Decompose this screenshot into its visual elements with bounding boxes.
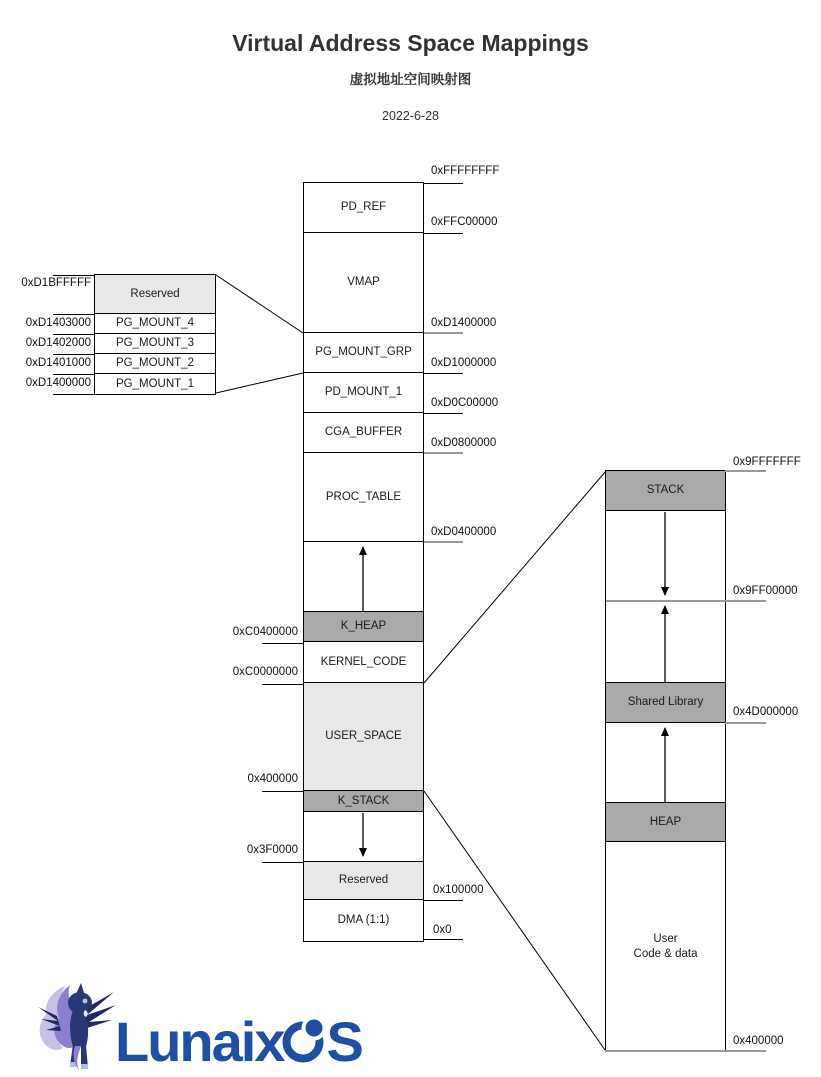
addr-0xd1402000: 0xD1402000 <box>25 337 91 349</box>
region-kernel-code <box>304 642 423 683</box>
lunaixos-logo <box>35 982 362 1073</box>
region-label: KERNEL_CODE <box>320 655 407 668</box>
k-stack-growth-region <box>304 812 423 862</box>
page-title: Virtual Address Space Mappings <box>232 30 589 56</box>
addr-0x400000-detail: 0x400000 <box>733 1035 784 1047</box>
addr-0xd1bfffff: 0xD1BFFFFF <box>21 277 91 289</box>
region-label: Reserved <box>338 874 389 887</box>
addr-0x9fffffff: 0x9FFFFFFF <box>733 456 801 468</box>
stack-growth-region <box>606 511 725 601</box>
luna-pony-mascot-icon <box>35 982 119 1070</box>
region-vmap <box>304 233 423 333</box>
addr-0xd0400000: 0xD0400000 <box>431 526 497 538</box>
addr-0x100000: 0x100000 <box>433 884 484 896</box>
region-pgmount-reserved <box>95 275 215 314</box>
region-label: PD_REF <box>340 201 387 214</box>
lunaixos-wordmark <box>115 1010 362 1073</box>
region-pg-mount-1 <box>95 374 215 394</box>
page-subtitle-chinese: 虚拟地址空间映射图 <box>349 72 472 87</box>
addr-0xd0800000: 0xD0800000 <box>431 437 497 449</box>
addr-0xc0000000: 0xC0000000 <box>232 666 298 678</box>
user-code-line2: Code & data <box>633 947 698 960</box>
region-k-stack <box>304 791 423 812</box>
logo-moon-o-icon <box>282 1017 327 1063</box>
heap-growth-region <box>606 723 725 803</box>
region-label: PG_MOUNT_1 <box>116 377 194 390</box>
region-pg-mount-2 <box>95 354 215 374</box>
region-label: PG_MOUNT_GRP <box>315 346 412 359</box>
region-label: STACK <box>646 484 685 497</box>
logo-text-lunaix: Lunaix <box>115 1010 284 1073</box>
addr-0xc0400000: 0xC0400000 <box>232 626 298 638</box>
region-label: PG_MOUNT_3 <box>116 337 194 350</box>
region-label: PG_MOUNT_4 <box>116 317 194 330</box>
region-pd-mount-1 <box>304 373 423 413</box>
user-space-detail-box <box>605 470 726 1052</box>
addr-0xd0c00000: 0xD0C00000 <box>431 397 499 409</box>
region-label: Reserved <box>130 287 180 300</box>
main-address-column <box>303 182 424 942</box>
region-stack <box>606 471 725 511</box>
addr-0x400000-main: 0x400000 <box>247 773 298 785</box>
region-pd-ref <box>304 183 423 233</box>
region-user-code-data <box>606 842 725 1051</box>
region-pg-mount-grp <box>304 333 423 373</box>
date-label: 2022-6-28 <box>382 109 439 123</box>
addr-0x0: 0x0 <box>433 924 452 936</box>
region-label: PG_MOUNT_2 <box>116 357 194 370</box>
addr-0xd1000000: 0xD1000000 <box>431 357 497 369</box>
region-k-heap <box>304 612 423 642</box>
user-code-line1: User <box>653 932 678 945</box>
region-pg-mount-3 <box>95 334 215 354</box>
region-heap <box>606 803 725 842</box>
region-label: CGA_BUFFER <box>324 426 403 439</box>
pg-mount-detail-box <box>94 274 216 395</box>
region-label: Shared Library <box>627 696 704 709</box>
addr-0xd1403000: 0xD1403000 <box>25 317 91 329</box>
region-label: DMA (1:1) <box>337 914 390 927</box>
addr-0xd1401000: 0xD1401000 <box>25 357 91 369</box>
region-label: USER_SPACE <box>325 730 402 743</box>
logo-text-s: S <box>326 1010 362 1073</box>
addr-0xd1400000-detail: 0xD1400000 <box>25 377 91 389</box>
region-label: K_HEAP <box>340 620 387 633</box>
region-cga-buffer <box>304 413 423 453</box>
addr-0x9ff00000: 0x9FF00000 <box>733 585 798 597</box>
addr-0xd1400000-main: 0xD1400000 <box>431 317 497 329</box>
addr-0x3f0000: 0x3F0000 <box>246 844 298 856</box>
region-reserved-low <box>304 862 423 900</box>
region-label: PROC_TABLE <box>325 490 402 503</box>
region-pg-mount-4 <box>95 314 215 334</box>
region-label: VMAP <box>347 276 380 289</box>
region-label: K_STACK <box>337 794 390 807</box>
region-label: PD_MOUNT_1 <box>324 386 403 399</box>
region-shared-library <box>606 683 725 723</box>
addr-0x4d000000: 0x4D000000 <box>733 706 799 718</box>
region-label <box>634 932 698 962</box>
addr-0xffc00000: 0xFFC00000 <box>431 216 498 228</box>
k-heap-growth-region <box>304 542 423 612</box>
region-dma <box>304 900 423 941</box>
region-proc-table <box>304 453 423 542</box>
region-user-space <box>304 683 423 791</box>
addr-0xffffffff: 0xFFFFFFFF <box>431 165 500 177</box>
region-label: HEAP <box>649 815 682 828</box>
mmap-growth-region <box>606 601 725 683</box>
